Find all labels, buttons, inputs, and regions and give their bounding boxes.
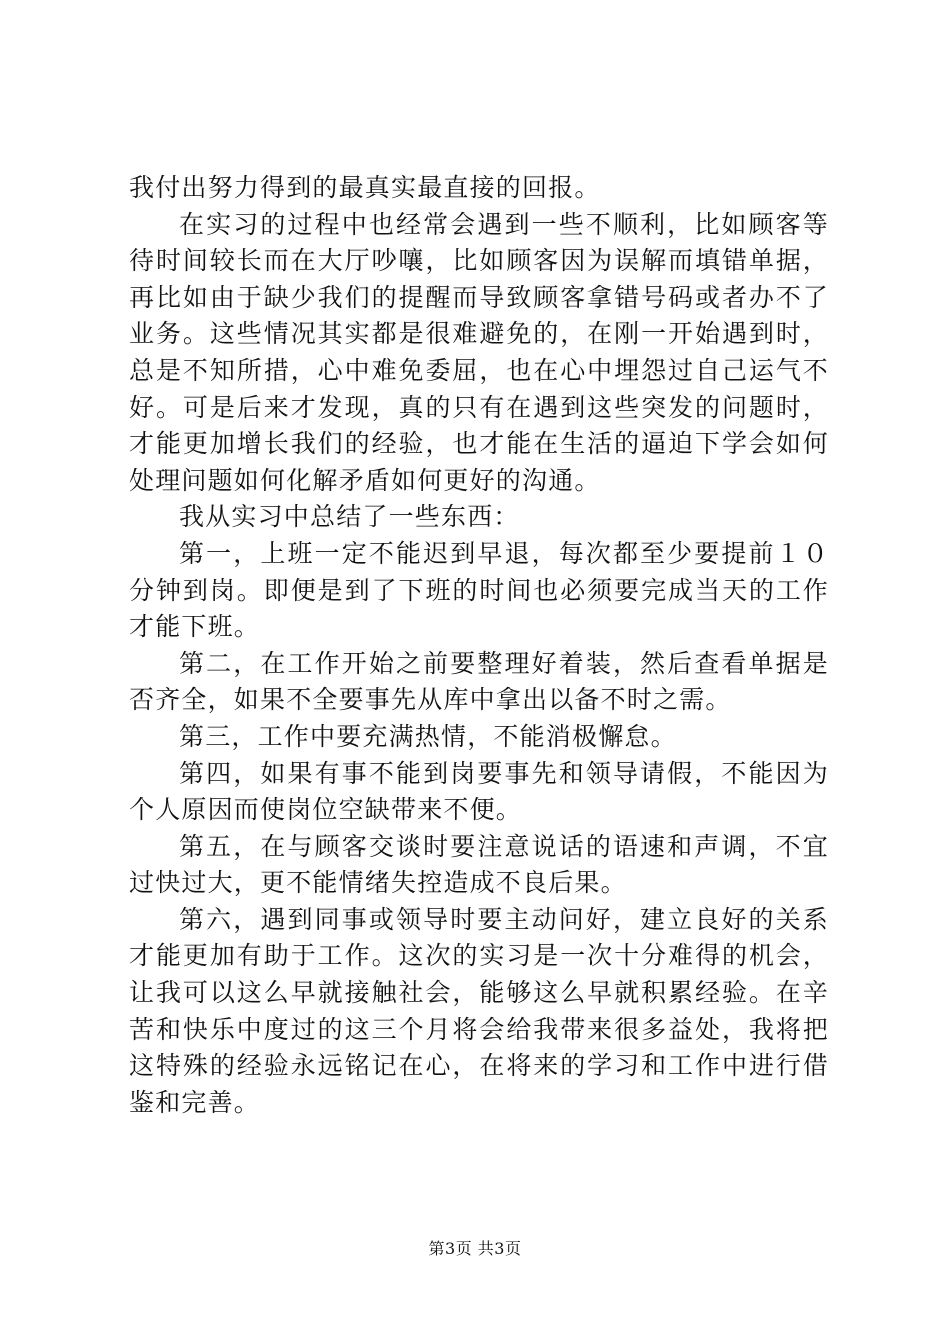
paragraph-point-four: 第四，如果有事不能到岗要事先和领导请假，不能因为个人原因而使岗位空缺带来不便。: [129, 758, 829, 825]
page-footer: 第3页 共3页: [428, 1239, 522, 1258]
paragraph-internship-difficulties: 在实习的过程中也经常会遇到一些不顺利，比如顾客等待时间较长而在大厅吵嚷，比如顾客因为误解而填错单据，再比如由于缺少我们的提醒而导致顾客拿错号码或者办不了业务。这些情况其实都是很难避免的，在刚一开始遇到时，总是不知所措，心中难免委屈，也在心中埋怨过自己运气不好。可是后来才发现，真的只有在遇到这些突发的问题时，才能更加增长我们的经验，也才能在生活的逼迫下学会如何处理问题如何化解矛盾如何更好的沟通。: [129, 209, 829, 495]
paragraph-point-five: 第五，在与顾客交谈时要注意说话的语速和声调，不宜过快过大，更不能情绪失控造成不良后果。: [129, 831, 829, 898]
paragraph-point-one: 第一，上班一定不能迟到早退，每次都至少要提前１０分钟到岗。即便是到了下班的时间也必须要完成当天的工作才能下班。: [129, 538, 829, 642]
paragraph-point-six: 第六，遇到同事或领导时要主动问好，建立良好的关系才能更加有助于工作。这次的实习是一次十分难得的机会，让我可以这么早就接触社会，能够这么早就积累经验。在辛苦和快乐中度过的这三个月将会给我带来很多益处，我将把这特殊的经验永远铭记在心，在将来的学习和工作中进行借鉴和完善。: [129, 904, 829, 1117]
paragraph-continuation: 我付出努力得到的最真实最直接的回报。: [129, 173, 601, 202]
paragraph-summary-intro: 我从实习中总结了一些东西：: [179, 502, 520, 532]
document-body: [129, 170, 829, 1121]
paragraph-point-three: 第三，工作中要充满热情，不能消极懈怠。: [179, 721, 677, 751]
paragraph-point-two: 第二，在工作开始之前要整理好着装，然后查看单据是否齐全，如果不全要事先从库中拿出以备不时之需。: [129, 648, 829, 715]
